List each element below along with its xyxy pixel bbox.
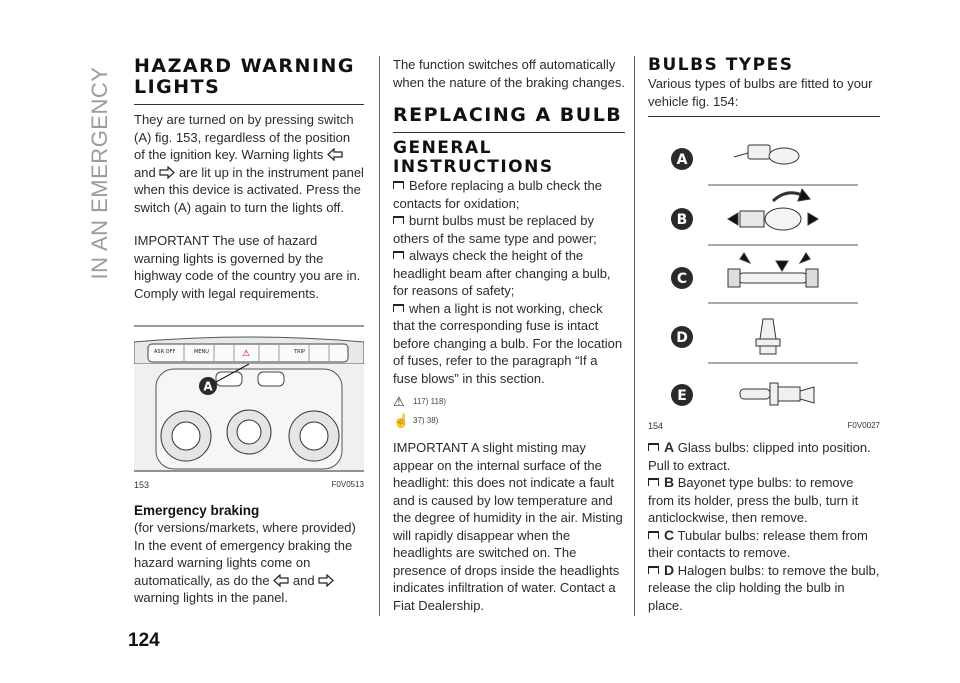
bulb-letter: B xyxy=(676,212,688,228)
hazard-important: IMPORTANT The use of hazard warning lights is governed by the highway code of the country you are in. Comply with legal requirements. xyxy=(134,233,361,301)
caution-hand-icon: ☝ xyxy=(393,413,410,428)
replacing-bulb-title: REPLACING A BULB xyxy=(393,104,623,126)
hazard-paragraph: They are turned on by pressing switch (A) fig. 153, regardless of the position of the ignition key. Warning lights and are lit up in the instrument panel when this device is activated. Press the switch (A) again to turn the lights off. xyxy=(134,112,364,215)
glass-bulb-icon xyxy=(734,145,799,164)
bullet-icon xyxy=(648,478,659,486)
hazard-arrow-right-icon xyxy=(318,574,334,587)
bayonet-bulb-icon xyxy=(728,189,818,230)
hazard-title: HAZARD WARNING LIGHTS xyxy=(134,55,356,98)
figure-caption xyxy=(648,421,880,431)
bulb-types-title: BULBS TYPES xyxy=(648,55,794,75)
halogen-bulb-d-icon xyxy=(756,319,780,354)
bulb-types-intro: Various types of bulbs are fitted to your vehicle fig. 154: xyxy=(648,76,873,109)
hazard-switch-symbol: ⚠ xyxy=(242,349,251,359)
hazard-arrow-left-icon xyxy=(273,574,289,587)
instruction-bullet: when a light is not working, check that the corresponding fuse is intact before changing a bulb. For the location of fuses, refer to the paragraph “If a fuse blows” in this section. xyxy=(393,300,623,386)
bullet-icon xyxy=(648,531,659,539)
page-number: 124 xyxy=(128,630,160,651)
bullet-icon xyxy=(648,443,659,451)
bulb-type-item: D Halogen bulbs: to remove the bulb, release the clip holding the bulb in place. xyxy=(648,561,880,613)
intro-rule xyxy=(648,116,880,117)
column-divider xyxy=(379,56,380,616)
section-side-tab xyxy=(80,55,120,290)
halogen-bulb-e-icon xyxy=(740,383,814,405)
bulb-type-item: A Glass bulbs: clipped into position. Pull to extract. xyxy=(648,439,871,473)
panel-button-label: TRIP xyxy=(294,349,306,355)
bullet-icon xyxy=(648,566,659,574)
panel-button-label: MENU xyxy=(194,349,209,355)
bulb-type-item: C Tubular bulbs: release them from their contacts to remove. xyxy=(648,526,868,560)
title-rule xyxy=(393,132,625,133)
bulb-letter: C xyxy=(676,271,688,287)
figure-number: 153 xyxy=(134,480,150,490)
figure-reference: F0V0027 xyxy=(847,421,880,430)
bullet-icon xyxy=(393,304,404,312)
instruction-bullet: always check the height of the headlight beam after changing a bulb, for reasons of safety; xyxy=(393,248,611,298)
function-switch-paragraph: The function switches off automatically when the nature of the braking changes. xyxy=(393,57,625,90)
bullet-icon xyxy=(393,216,404,224)
column-hazard-lights xyxy=(134,56,364,607)
bullet-icon xyxy=(393,251,404,259)
figure-caption xyxy=(134,480,364,490)
figure-reference: F0V0513 xyxy=(331,480,364,489)
figure-callout-label: A xyxy=(203,379,213,394)
panel-button-label: ASR OFF xyxy=(154,349,176,355)
misting-important: IMPORTANT A slight misting may appear on the internal surface of the headlight: this does not indicate a fault and is caused by low temperature and the degree of humidity in the air. Misting will rapidly disappear when the headlights are switched on. The presence of drops inside the headlights indicates infiltration of water. Contact a Fiat Dealership. xyxy=(393,440,623,613)
bulb-types-illustration xyxy=(648,123,880,413)
figure-number: 154 xyxy=(648,421,664,431)
bulb-type-item: B Bayonet type bulbs: to remove from its holder, press the bulb, turn it anticlockwise, then remove. xyxy=(648,474,859,525)
section-side-tab-label: IN AN EMERGENCY xyxy=(87,66,112,279)
warning-triangle-icon: ⚠ xyxy=(393,394,405,409)
warning-notes: ⚠ 117) 118) ☝ 37) 38) xyxy=(393,394,447,428)
column-replacing-bulb xyxy=(393,56,625,614)
column-bulb-types xyxy=(648,56,880,614)
bulb-letter: E xyxy=(677,388,687,404)
figure-153 xyxy=(134,324,364,490)
general-instructions-title: GENERAL INSTRUCTIONS xyxy=(393,138,554,177)
title-rule xyxy=(134,104,364,105)
tubular-bulb-icon xyxy=(728,253,818,287)
bullet-icon xyxy=(393,181,404,189)
bulb-types-list xyxy=(648,439,880,614)
bulb-letter: A xyxy=(676,152,688,168)
bulb-letter: D xyxy=(676,330,688,346)
hazard-arrow-left-icon xyxy=(327,148,343,161)
figure-154 xyxy=(648,123,880,431)
column-divider xyxy=(634,56,635,616)
emergency-braking-paragraph: (for versions/markets, where provided) In the event of emergency braking the hazard warning lights come on automatically, as do the and warning lights in the panel. xyxy=(134,520,356,605)
dashboard-panel-illustration xyxy=(134,324,364,472)
instruction-bullet: Before replacing a bulb check the contacts for oxidation; xyxy=(393,178,602,211)
hazard-arrow-right-icon xyxy=(159,166,175,179)
instruction-bullet: burnt bulbs must be replaced by others of the same type and power; xyxy=(393,213,597,246)
emergency-braking-title: Emergency braking xyxy=(134,503,260,518)
